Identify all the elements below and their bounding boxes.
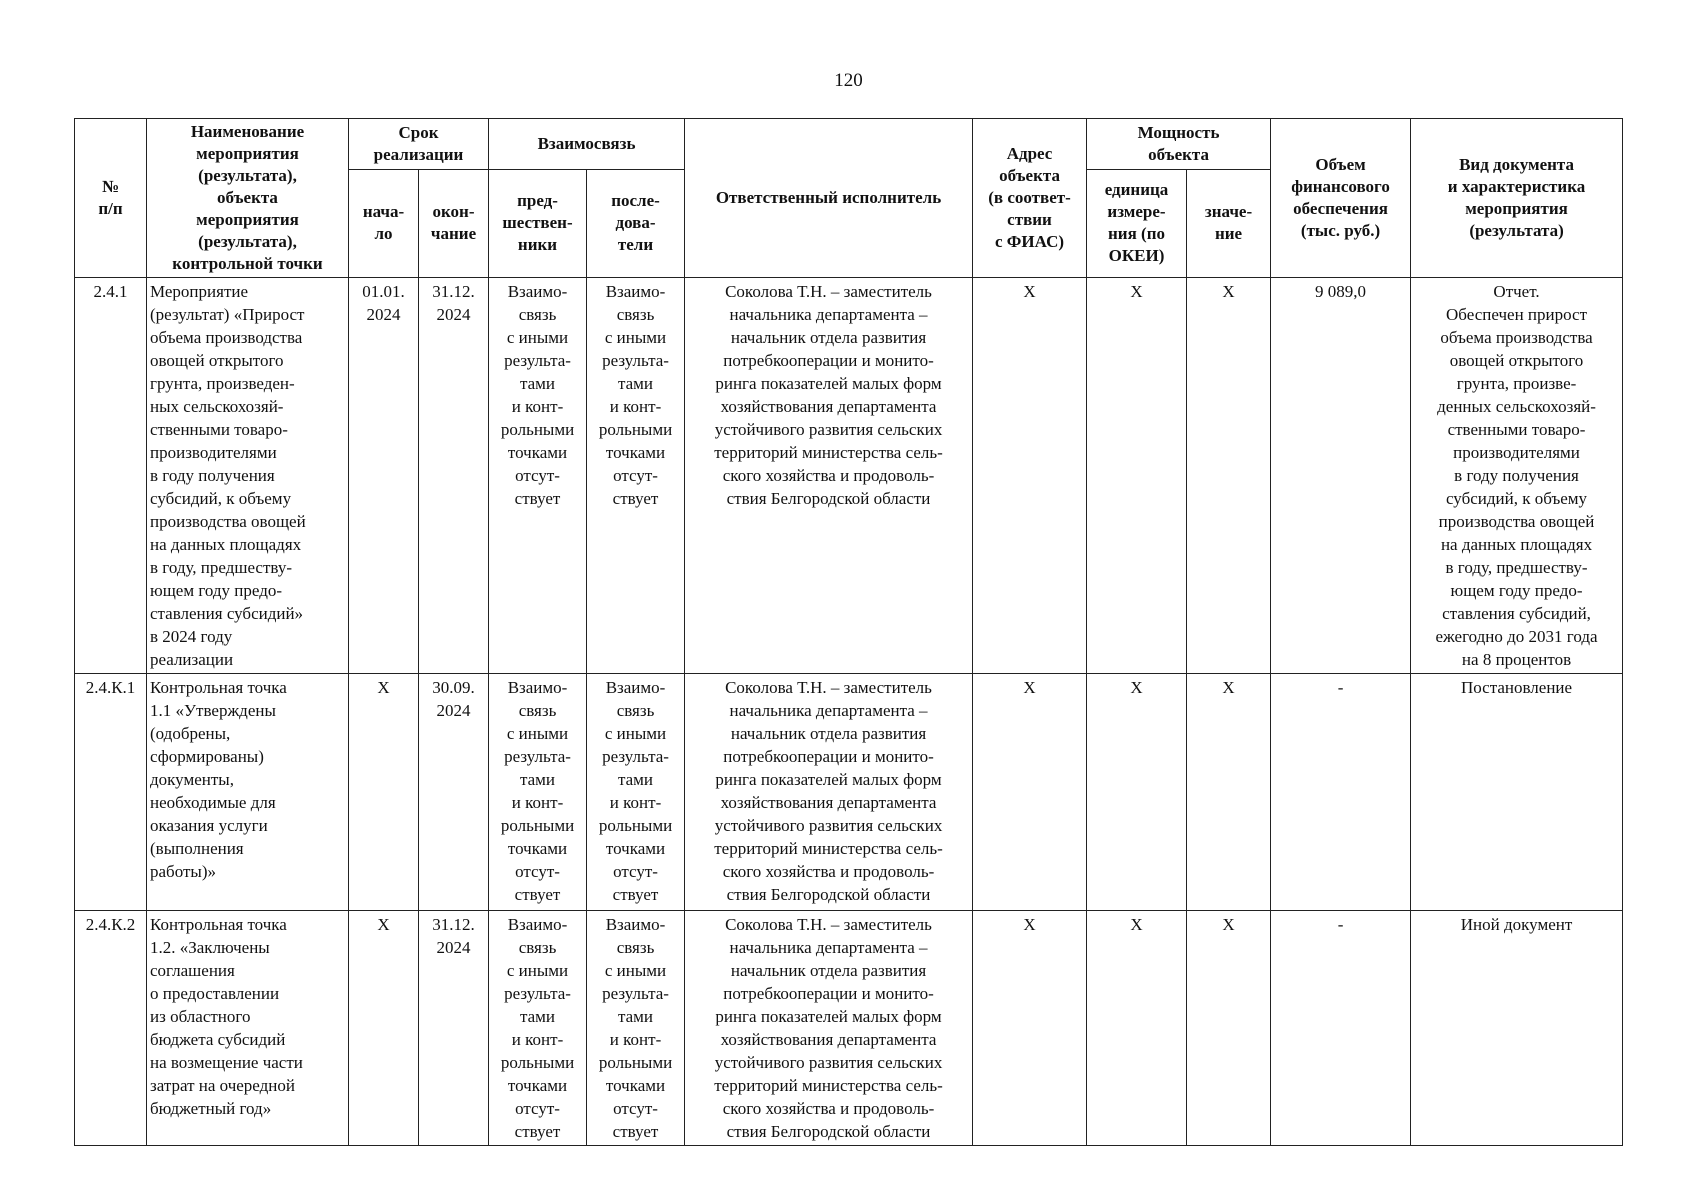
header-finance: Объем финансового обеспечения (тыс. руб.) [1271, 119, 1411, 278]
row-finance: - [1271, 911, 1411, 1146]
row-unit: Х [1087, 674, 1187, 911]
row-value: Х [1187, 278, 1271, 674]
row-value: Х [1187, 911, 1271, 1146]
header-link-prev: пред- шествен- ники [489, 169, 587, 277]
row-executor: Соколова Т.Н. – заместитель начальника департамента – начальник отдела развития потребкооперации и монито- ринга показателей малых форм хозяйствования департамента устойчивого развития сельских территорий министерства сель- ского хозяйства и продоволь- ствия Белгородской области [685, 278, 973, 674]
header-executor: Ответственный исполнитель [685, 119, 973, 278]
row-name: Контрольная точка 1.2. «Заключены соглашения о предоставлении из областного бюджета субсидий на возмещение части затрат на очередной бюджетный год» [147, 911, 349, 1146]
row-start: Х [349, 674, 419, 911]
header-name: Наименование мероприятия (результата), объекта мероприятия (результата), контрольной точки [147, 119, 349, 278]
row-executor: Соколова Т.Н. – заместитель начальника департамента – начальник отдела развития потребкооперации и монито- ринга показателей малых форм хозяйствования департамента устойчивого развития сельских территорий министерства сель- ского хозяйства и продоволь- ствия Белгородской области [685, 674, 973, 911]
row-address: Х [973, 674, 1087, 911]
header-term: Срок реализации [349, 119, 489, 170]
header-capacity-unit: единица измере- ния (по ОКЕИ) [1087, 169, 1187, 277]
table-row [75, 674, 1623, 911]
table-row [75, 911, 1623, 1146]
row-prev: Взаимо- связь с иными результа- тами и конт- рольными точками отсут- ствует [489, 911, 587, 1146]
row-next: Взаимо- связь с иными результа- тами и конт- рольными точками отсут- ствует [587, 911, 685, 1146]
row-num: 2.4.1 [75, 278, 147, 674]
header-address: Адрес объекта (в соответ- ствии с ФИАС) [973, 119, 1087, 278]
row-next: Взаимо- связь с иными результа- тами и конт- рольными точками отсут- ствует [587, 278, 685, 674]
header-doc-type: Вид документа и характеристика мероприятия (результата) [1411, 119, 1623, 278]
row-doc: Отчет. Обеспечен прирост объема производства овощей открытого грунта, произве- денных сельскохозяй- ственными товаро- производителями в году получения субсидий, к объему производства овощей на данных площадях в году, предшеству- ющем году предо- ставления субсидий, ежегодно до 2031 года на 8 процентов [1411, 278, 1623, 674]
header-capacity: Мощность объекта [1087, 119, 1271, 170]
row-unit: Х [1087, 911, 1187, 1146]
row-start: Х [349, 911, 419, 1146]
row-address: Х [973, 911, 1087, 1146]
row-num: 2.4.К.2 [75, 911, 147, 1146]
row-address: Х [973, 278, 1087, 674]
row-prev: Взаимо- связь с иными результа- тами и конт- рольными точками отсут- ствует [489, 278, 587, 674]
row-name: Мероприятие (результат) «Прирост объема производства овощей открытого грунта, произведен- ных сельскохозяй- ственными товаро- производителями в году получения субсидий, к объему производства овощей на данных площадях в году, предшеству- ющем году предо- ставления субсидий» в 2024 году реализации [147, 278, 349, 674]
plan-table [74, 118, 1623, 1146]
header-term-start: нача- ло [349, 169, 419, 277]
row-start: 01.01. 2024 [349, 278, 419, 674]
header-link-next: после- дова- тели [587, 169, 685, 277]
row-num: 2.4.К.1 [75, 674, 147, 911]
row-value: Х [1187, 674, 1271, 911]
header-link: Взаимосвязь [489, 119, 685, 170]
row-name: Контрольная точка 1.1 «Утверждены (одобрены, сформированы) документы, необходимые для оказания услуги (выполнения работы)» [147, 674, 349, 911]
table-row [75, 278, 1623, 674]
row-executor: Соколова Т.Н. – заместитель начальника департамента – начальник отдела развития потребкооперации и монито- ринга показателей малых форм хозяйствования департамента устойчивого развития сельских территорий министерства сель- ского хозяйства и продоволь- ствия Белгородской области [685, 911, 973, 1146]
row-end: 31.12. 2024 [419, 278, 489, 674]
row-finance: - [1271, 674, 1411, 911]
row-doc: Иной документ [1411, 911, 1623, 1146]
row-doc: Постановление [1411, 674, 1623, 911]
header-row [75, 119, 1623, 170]
row-prev: Взаимо- связь с иными результа- тами и конт- рольными точками отсут- ствует [489, 674, 587, 911]
row-end: 31.12. 2024 [419, 911, 489, 1146]
header-term-end: окон- чание [419, 169, 489, 277]
page-number: 120 [834, 70, 863, 91]
row-finance: 9 089,0 [1271, 278, 1411, 674]
row-next: Взаимо- связь с иными результа- тами и конт- рольными точками отсут- ствует [587, 674, 685, 911]
row-unit: Х [1087, 278, 1187, 674]
header-capacity-value: значе- ние [1187, 169, 1271, 277]
header-num: № п/п [75, 119, 147, 278]
row-end: 30.09. 2024 [419, 674, 489, 911]
